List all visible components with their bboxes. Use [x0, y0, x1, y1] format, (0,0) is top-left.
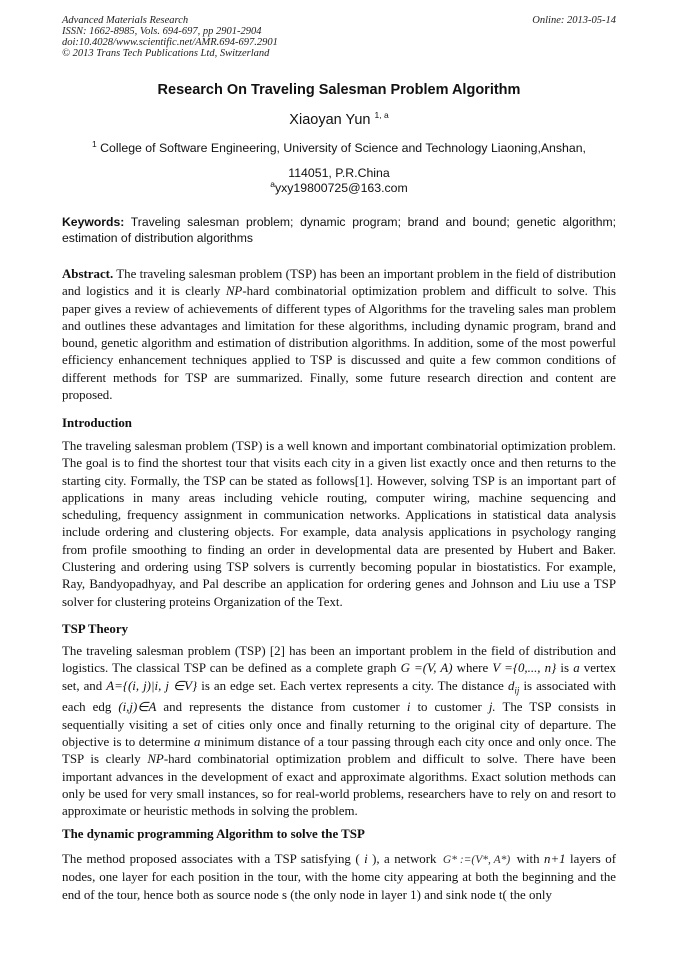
keywords-text: Traveling salesman problem; dynamic program; brand and bound; genetic algorithm; estimation of distribution algorithms [62, 215, 617, 245]
affiliation [62, 136, 616, 186]
abstract-text-a: The traveling salesman problem (TSP) has been an important problem in the field of distribution and logistics and it is clearly [62, 267, 616, 299]
introduction-body [62, 438, 616, 611]
keywords [62, 215, 616, 246]
dp-text: with [512, 852, 544, 866]
math-customer-i: i [406, 700, 411, 715]
introduction-paragraph: The traveling salesman problem (TSP) is a well known and important combinatorial optimization problem. The goal is to find the shortest tour that visits each city in a given list exactly once and then returns to the starting city. Formally, the TSP can be stated as follows[1]. However, solving TSP is an important part of applications in many areas including vehicle routing, computer wiring, machine sequencing and scheduling, frequency assignment in communication networks. Applications in statistical data analysis include ordering and clustering objects. For example, data analysis applications in psychology ranging from profile smoothing to finding an order in developmental data are presented by Hubert and Baker. Clustering and ordering using TSP solvers is currently becoming popular in biostatistics. For example, Ray, Bandyopadhyay, and Pal describe an application for ordering genes and Johnson and Liu use a TSP solver for clustering proteins Organization of the Text. [62, 439, 616, 609]
email-line [0, 178, 678, 195]
abstract [62, 266, 616, 404]
online-date: Online: 2013-05-14 [532, 15, 616, 26]
dynamic-programming-body [62, 851, 616, 904]
email-address: yxy19800725@163.com [274, 181, 408, 195]
abstract-text-b: -hard combinatorial optimization problem and difficult to solve. This paper gives a review of achievements of different types of Algorithms for the traveling sales man problem and outlines these advantages and limitation for these algorithms, including dynamic program, brand and bound, genetic algorithm and estimation of distribution algorithms. In addition, some of the most powerful efficiency enhancement techniques applied to TSP is discussed and quite a few common conditions of different methods for TSP are summarized. Finally, some future research direction and content are proposed. [62, 284, 616, 403]
theory-text: is [556, 661, 574, 676]
section-heading-introduction: Introduction [62, 416, 132, 430]
section-heading-dynamic-programming: The dynamic programming Algorithm to solve the TSP [62, 827, 365, 841]
copyright-line: © 2013 Trans Tech Publications Ltd, Switzerland [62, 48, 270, 59]
affiliation-text-1: College of Software Engineering, University of Science and Technology Liaoning,Anshan, [100, 141, 586, 155]
theory-text: -hard combinatorial optimization problem and difficult to solve. There have been important advances in the development of exact and approximate algorithms. Exact solution methods can only be used for very small instances, so for real-world problems, researchers have to rely on and resort to approximate or heuristic methods in solving the problem. [62, 752, 616, 819]
math-layers: n+1 [544, 852, 566, 866]
issn-line: ISSN: 1662-8985, Vols. 694-697, pp 2901-2904 [62, 26, 262, 37]
theory-text: to customer [410, 700, 489, 715]
abstract-np: NP [225, 284, 243, 299]
author-name: Xiaoyan Yun [289, 112, 371, 128]
theory-text: vertex set, and [62, 661, 616, 693]
dp-text: The method proposed associates with a TSP satisfying ( [62, 852, 365, 866]
journal-name: Advanced Materials Research [62, 15, 189, 26]
abstract-label: Abstract. [62, 267, 114, 281]
dp-text: layers of nodes, one layer for each position in the tour, with the home city appearing at both the beginning and the end of the tour, hence both as source node s (the only node in layer 1) and sink node t( the only [62, 852, 616, 902]
tsp-theory-body [62, 643, 616, 821]
email-mark: a [270, 178, 275, 189]
math-graph: G =(V, A) [400, 661, 453, 676]
math-i: i [364, 852, 368, 866]
theory-text: is associated with each edg [62, 678, 616, 715]
abstract-paragraph [62, 266, 616, 404]
theory-text: minimum distance of a tour passing through each city once and only once. The TSP is clearly [62, 735, 616, 767]
theory-text: The TSP consists in sequentially visiting a set of cities only once and finally returning to the original city of departure. The objective is to determine [62, 700, 616, 750]
math-network-formula: G* :=(V*, A*) [442, 854, 511, 866]
journal-header [62, 15, 616, 59]
math-vertex-set: V ={0,..., n} [492, 661, 557, 676]
section-heading-tsp-theory: TSP Theory [62, 622, 129, 636]
paper-title: Research On Traveling Salesman Problem Algorithm [157, 82, 521, 98]
theory-text: and represents the distance from customer [156, 700, 407, 715]
theory-text: The traveling salesman problem (TSP) [2] has been an important problem in the field of distribution and logistics. The classical TSP can be defined as a complete graph [62, 644, 616, 676]
math-a: a [573, 661, 580, 676]
theory-text: is an edge set. Each vertex represents a city. The distance [197, 678, 508, 693]
author-line [0, 112, 678, 128]
dynamic-programming-paragraph [62, 851, 616, 904]
math-edge-set: A={(i, j)|i, j ∈V} [106, 678, 198, 693]
math-a: a [193, 735, 201, 750]
affiliation-line-2: 114051, P.R.China [288, 166, 390, 180]
keywords-label: Keywords: [62, 215, 125, 229]
author-marks: 1, a [374, 110, 389, 121]
math-np: NP [147, 752, 164, 767]
dp-text: ), a network [367, 852, 441, 866]
doi-line: doi:10.4028/www.scientific.net/AMR.694-697.2901 [62, 37, 278, 48]
math-distance: d [507, 678, 515, 693]
affiliation-mark: 1 [92, 138, 97, 149]
math-edge: (i,j)∈A [118, 700, 157, 715]
math-distance-subscript: ij [514, 685, 520, 696]
affiliation-line-1 [62, 136, 616, 161]
math-customer-j: j. [488, 700, 496, 715]
theory-text: where [452, 661, 493, 676]
tsp-theory-paragraph [62, 643, 616, 821]
